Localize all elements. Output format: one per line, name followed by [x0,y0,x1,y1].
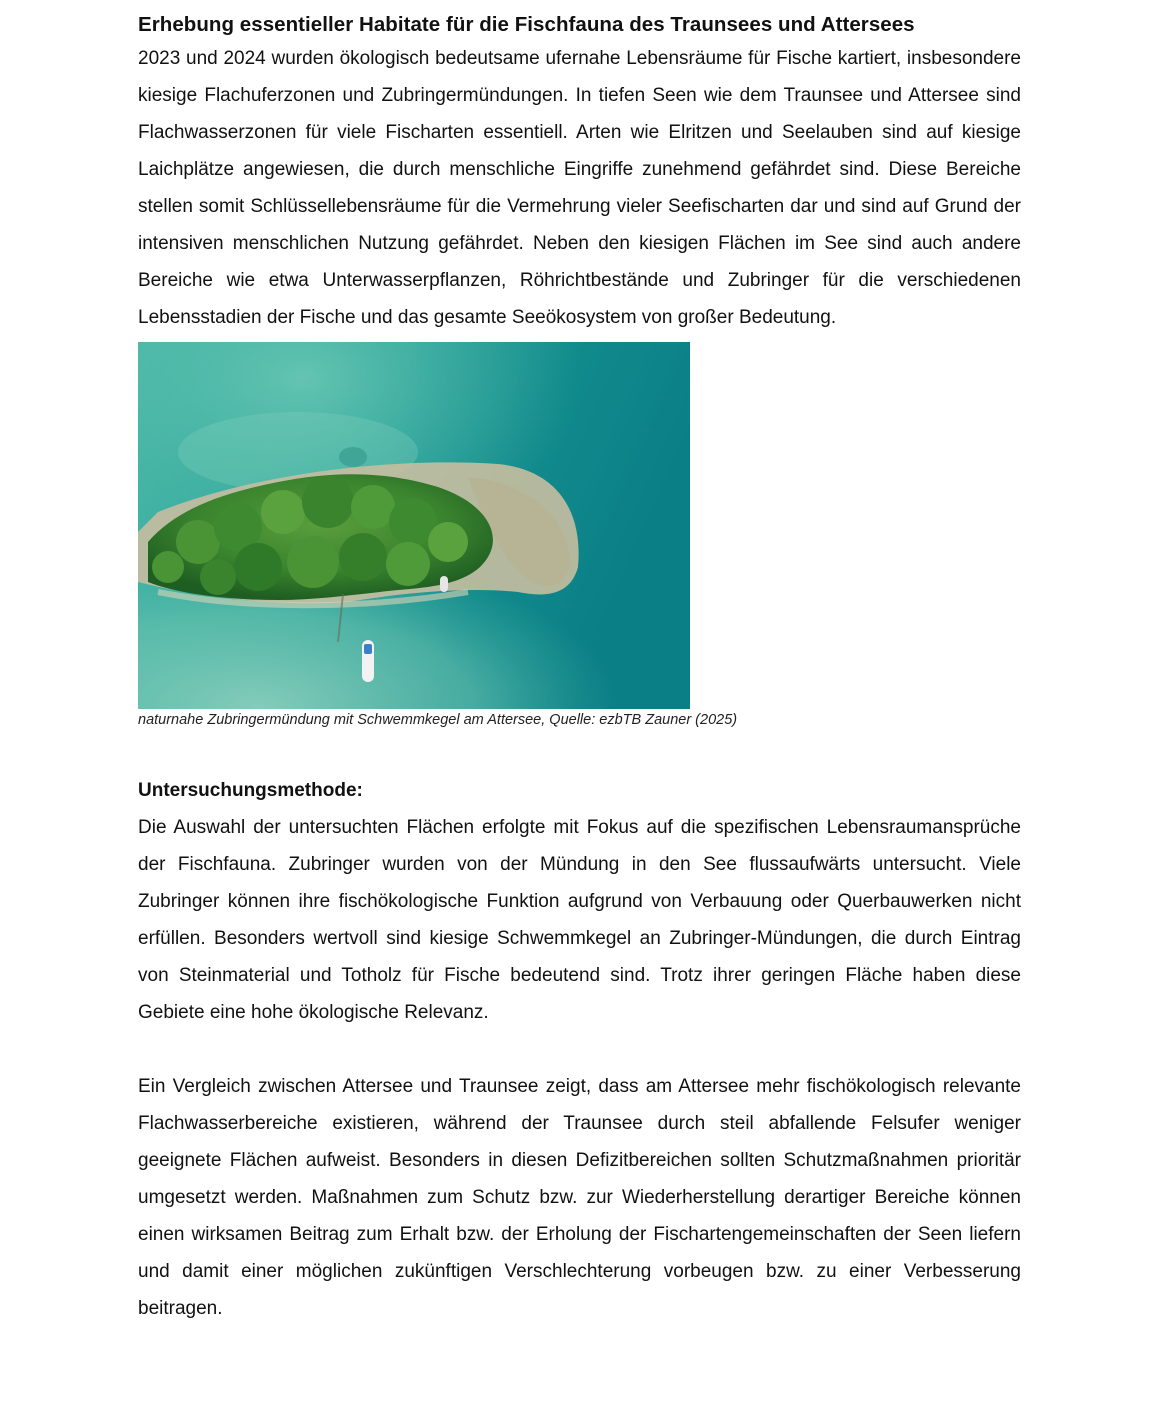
paragraph-spacer [138,1031,1021,1068]
figure [138,342,1021,730]
aerial-photo-peninsula [138,342,690,709]
method-heading: Untersuchungsmethode: [138,780,363,801]
intro-paragraph: 2023 und 2024 wurden ökologisch bedeutsame ufernahe Lebensräume für Fische kartiert, insbesondere kiesige Flachuferzonen und Zubringermündungen. In tiefen Seen wie dem Traunsee und Attersee sind Flachwasserzonen für viele Fischarten essentiell. Arten wie Elritzen und Seelauben sind auf kiesige Laichplätze angewiesen, die durch menschliche Eingriffe zunehmend gefährdet sind. Diese Bereiche stellen somit Schlüssellebensräume für die Vermehrung vieler Seefischarten dar und sind auf Grund der intensiven menschlichen Nutzung gefährdet. Neben den kiesigen Flächen im See sind auch andere Bereiche wie etwa Unterwasserpflanzen, Röhrichtbestände und Zubringer für die verschiedenen Lebensstadien der Fische und das gesamte Seeökosystem von großer Bedeutung. [138,48,1021,328]
document-title: Erhebung essentieller Habitate für die Fischfauna des Traunsees und Attersees [138,13,915,36]
document-page [138,10,1021,1327]
method-paragraph: Die Auswahl der untersuchten Flächen erfolgte mit Fokus auf die spezifischen Lebensraumansprüche der Fischfauna. Zubringer wurden von der Mündung in den See flussaufwärts untersucht. Viele Zubringer können ihre fischökologische Funktion aufgrund von Verbauung oder Querbauwerken nicht erfüllen. Besonders wertvoll sind kiesige Schwemmkegel an Zubringer-Mündungen, die durch Eintrag von Steinmaterial und Totholz für Fische bedeutend sind. Trotz ihrer geringen Fläche haben diese Gebiete eine hohe ökologische Relevanz. [138,817,1021,1023]
comparison-paragraph: Ein Vergleich zwischen Attersee und Traunsee zeigt, dass am Attersee mehr fischökologisch relevante Flachwasserbereiche existieren, während der Traunsee durch steil abfallende Felsufer weniger geeignete Flächen aufweist. Besonders in diesen Defizitbereichen sollten Schutzmaßnahmen prioritär umgesetzt werden. Maßnahmen zum Schutz bzw. zur Wiederherstellung derartiger Bereiche können einen wirksamen Beitrag zum Erhalt bzw. der Erholung der Fischartengemeinschaften der Seen liefern und damit einer möglichen zukünftigen Verschlechterung vorbeugen bzw. zu einer Verbesserung beitragen. [138,1076,1021,1319]
figure-caption: naturnahe Zubringermündung mit Schwemmkegel am Attersee, Quelle: ezbTB Zauner (2025) [138,712,738,728]
